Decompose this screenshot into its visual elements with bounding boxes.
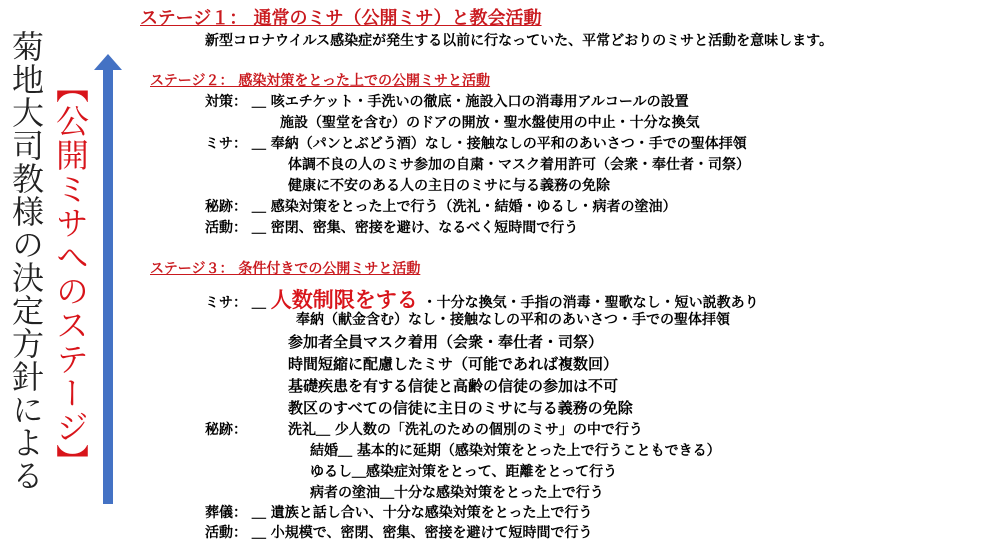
arrow-up-icon [94,54,122,504]
line-text: 密閉、密集、密接を避け、なるべく短時間で行う [270,220,579,236]
sacrament-line [310,440,721,460]
line-label: 対策： [205,94,247,110]
stage3-mass-line: 奉納（献金含む）なし・接触なしの平和のあいさつ・手での聖体拝領 [296,312,730,328]
mass-label: ミサ： [205,295,247,311]
line-label: 秘跡： [205,199,247,215]
stage-vertical-title: 【公開ミサへのステージ】 [51,70,90,478]
stage2-line: 健康に不安のある人の主日のミサに与る義務の免除 [288,178,610,194]
funeral-line [205,502,592,522]
sacrament-text: 感染症対策をとって、距離をとって行う [366,464,618,480]
sacrament-line [310,482,604,502]
stage2-line [205,133,747,153]
sacrament-mark: ＿ [338,443,352,459]
sacrament-line [310,461,617,481]
line-label: 活動： [205,220,247,236]
line-text: 咳エチケット・手洗いの徹底・施設入口の消毒用アルコールの設置 [270,94,689,110]
stage2-line: 施設（聖堂を含む）のドアの開放・聖水盤使用の中止・十分な換気 [280,115,700,131]
sacrament-text: 十分な感染対策をとった上で行う [394,485,604,501]
left-vertical-title: 菊地大司教様の決定方針による [7,30,45,492]
funeral-text: 遺族と話し合い、十分な感染対策をとった上で行う [270,505,593,521]
funeral-mark: ＿ [251,505,266,521]
stage2-heading: ステージ２： 感染対策をとった上での公開ミサと活動 [150,73,491,89]
stage3-mass-line: 教区のすべての信徒に主日のミサに与る義務の免除 [288,399,633,417]
stage3-mass-line: 参加者全員マスク着用（会衆・奉仕者・司祭） [288,333,604,351]
sacrament-text: 基本的に延期（感染対策をとった上で行うこともできる） [356,443,721,459]
sacrament-term: 洗礼 [288,422,316,438]
mass-rest: ・十分な換気・手指の消毒・聖歌なし・短い説教あり [422,295,759,311]
stage1-heading: ステージ１： 通常のミサ（公開ミサ）と教会活動 [140,8,542,29]
stage1-description: 新型コロナウイルス感染症が発生する以前に行なっていた、平常どおりのミサと活動を意味します。 [205,33,834,49]
line-mark: ＿ [251,199,266,215]
line-label: ミサ： [205,136,247,152]
sacrament-mark: ＿ [316,422,330,438]
sacrament-term: 結婚 [310,443,338,459]
line-text: 感染対策をとった上で行う（洗礼・結婚・ゆるし・病者の塗油） [270,199,677,215]
stage2-line: 体調不良の人のミサ参加の自粛・マスク着用許可（会衆・奉仕者・司祭） [288,157,750,173]
sacrament-mark: ＿ [352,464,366,480]
stage2-line [205,196,676,216]
stage3-heading: ステージ３： 条件付きでの公開ミサと活動 [150,261,421,277]
mass-mark: ＿ [251,295,266,311]
sacrament-term: 病者の塗油 [310,485,380,501]
sacrament-mark: ＿ [380,485,394,501]
sacrament-line [288,419,643,439]
line-mark: ＿ [251,94,266,110]
sacrament-text: 少人数の「洗礼のための個別のミサ」の中で行う [334,422,643,438]
activity-label: 活動： [205,525,247,541]
funeral-label: 葬儀： [205,505,247,521]
sacrament-label: 秘跡： [205,422,247,438]
activity-text: 小規模で、密閉、密集、密接を避けて短時間で行う [270,525,593,541]
activity-mark: ＿ [251,525,266,541]
headcount-limit: 人数制限をする [270,288,418,312]
stage3-mass-line: 時間短縮に配慮したミサ（可能であれば複数回） [288,355,619,373]
stage2-line [205,91,689,111]
stage3-mass-line: 基礎疾患を有する信徒と高齢の信徒の参加は不可 [288,377,619,395]
line-mark: ＿ [251,220,266,236]
stage2-line [205,217,578,237]
sacrament-term: ゆるし [310,464,352,480]
activity-line [205,522,592,542]
line-text: 奉納（パンとぶどう酒）なし・接触なしの平和のあいさつ・手での聖体拝領 [270,136,747,152]
line-mark: ＿ [251,136,266,152]
